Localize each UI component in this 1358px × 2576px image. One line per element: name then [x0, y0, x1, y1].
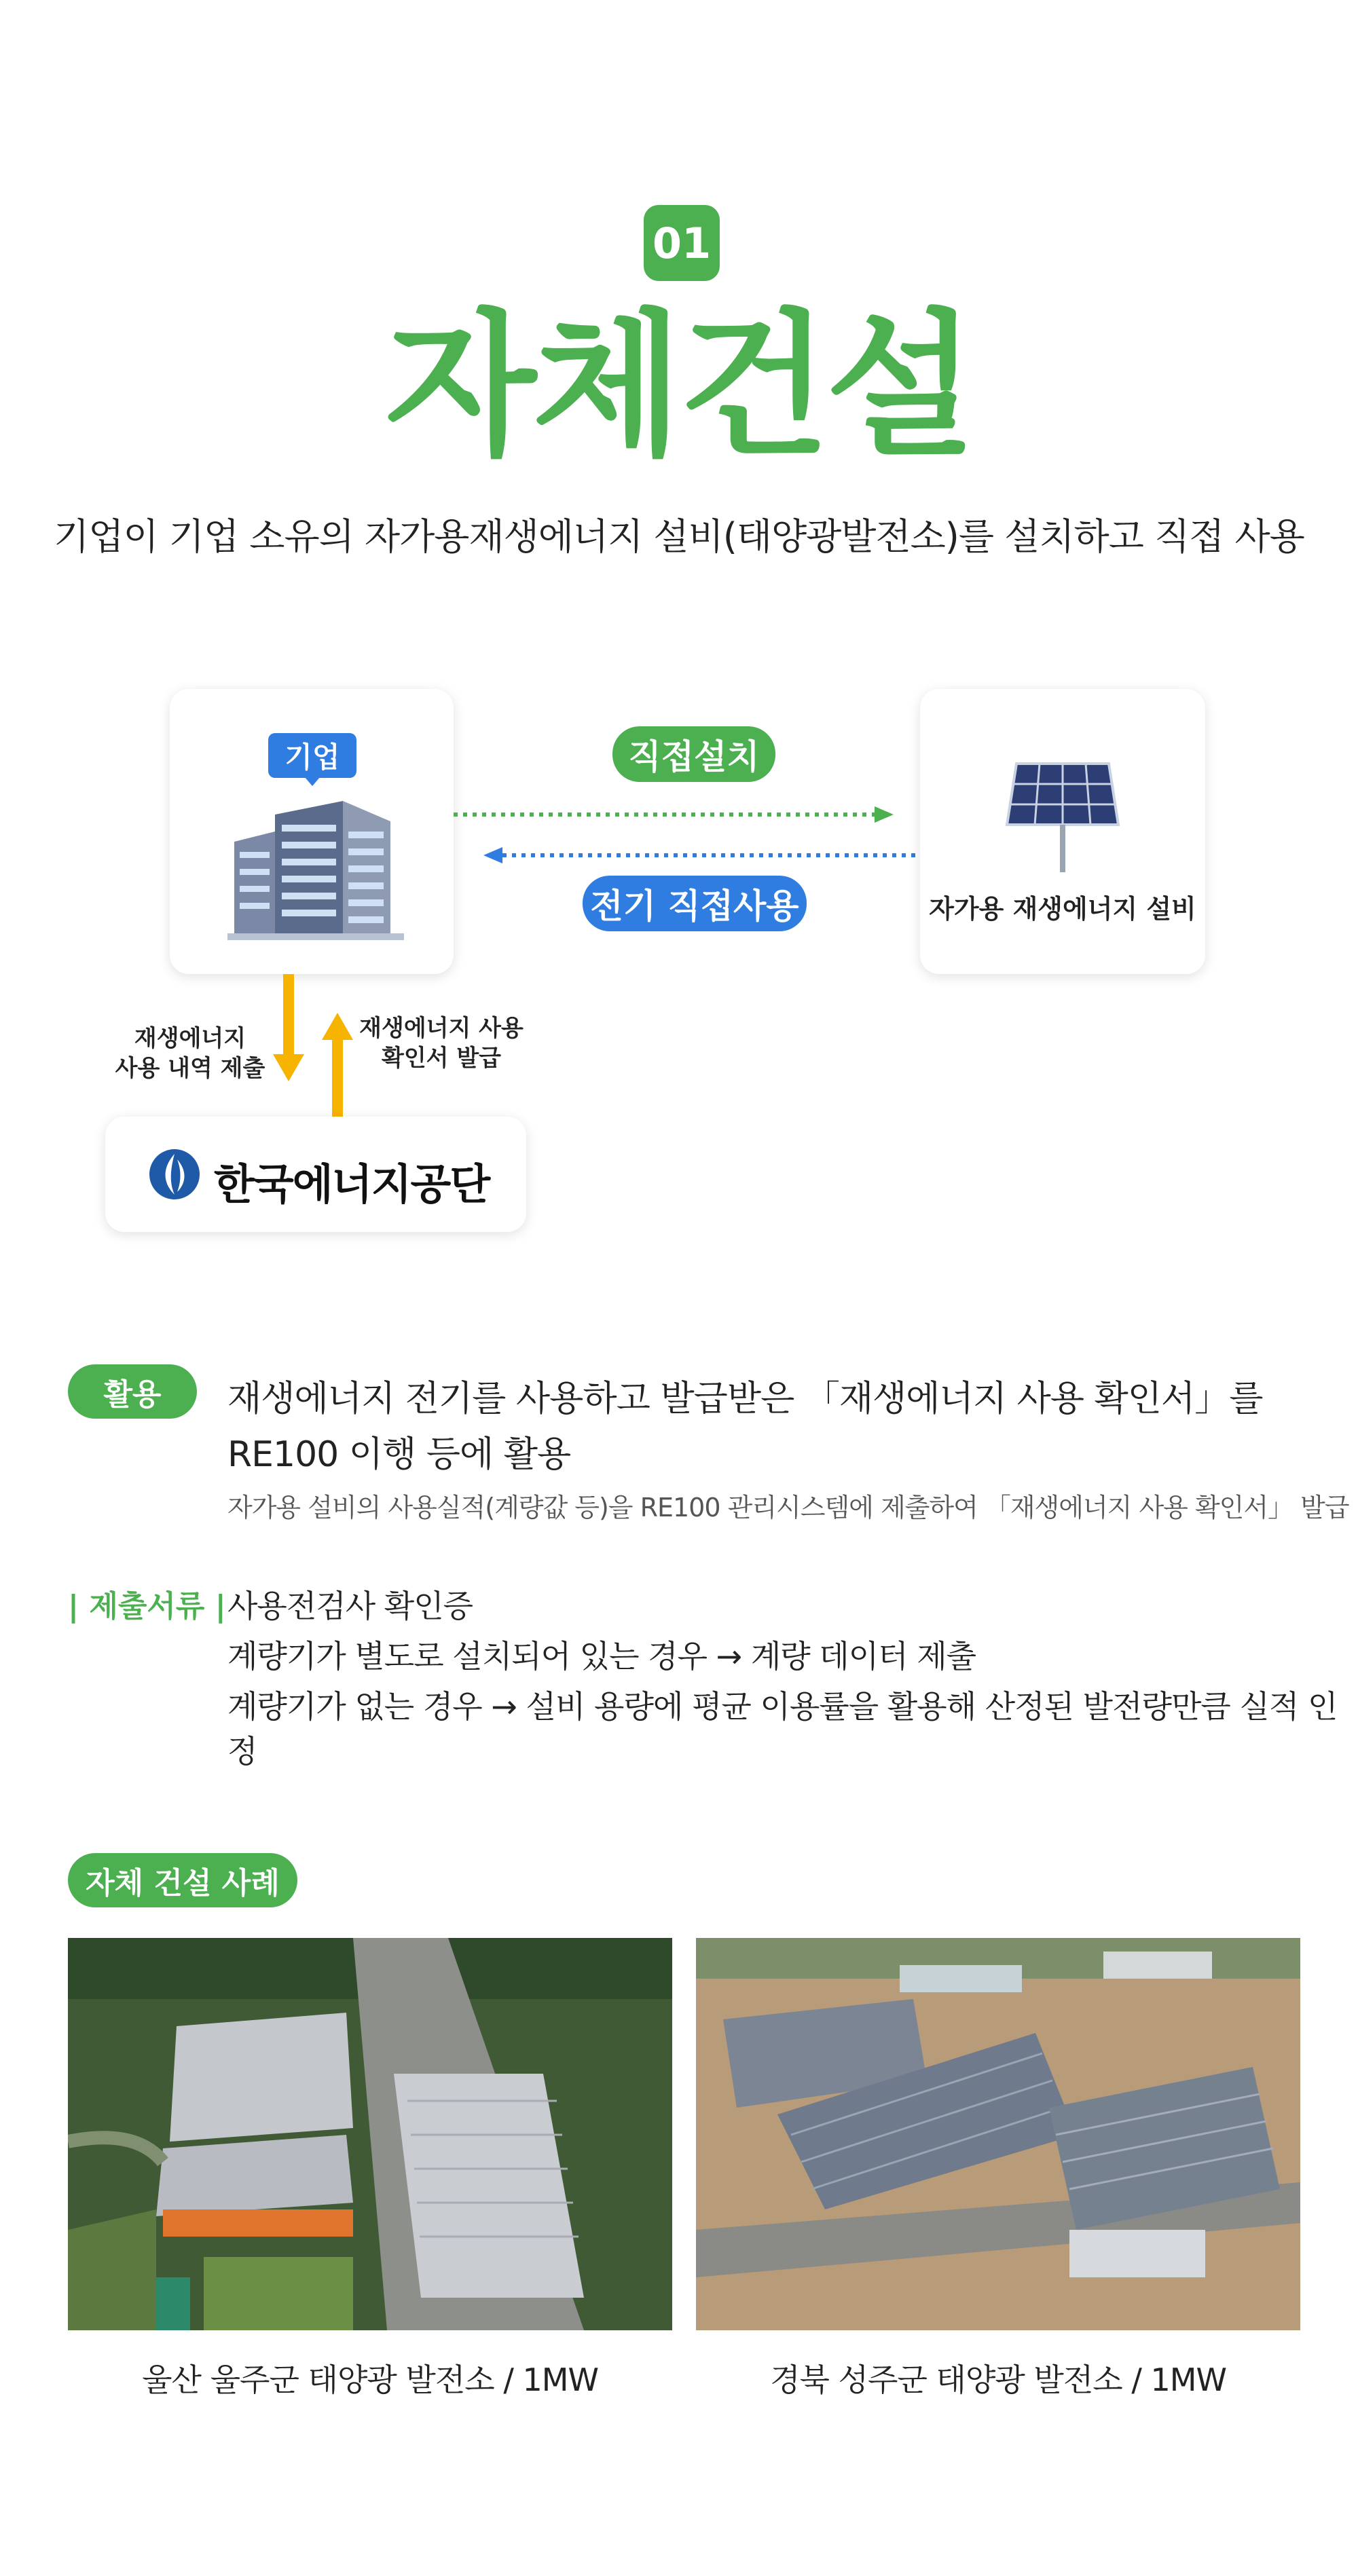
- document-item: 사용전검사 확인증: [227, 1588, 473, 1624]
- facility-card: [920, 689, 1205, 974]
- agency-card: [105, 1117, 526, 1232]
- solar-panel-icon: [1002, 757, 1124, 879]
- case-photo-seongju: [696, 1938, 1300, 2330]
- submit-label: [109, 1024, 272, 1083]
- document-item: 계량기가 별도로 설치되어 있는 경우 → 계량 데이터 제출: [227, 1638, 976, 1675]
- page-subtitle: 기업이 기업 소유의 자가용재생에너지 설비(태양광발전소)를 설치하고 직접 사용: [54, 515, 1304, 558]
- usage-line-1: 재생에너지 전기를 사용하고 발급받은 「재생에너지 사용 확인서」를: [227, 1379, 1263, 1419]
- case-caption: 울산 울주군 태양광 발전소 / 1MW: [142, 2362, 598, 2398]
- usage-badge: 활용: [68, 1364, 197, 1419]
- issue-label-line2: 확인서 발급: [381, 1045, 502, 1072]
- tag-pointer: [304, 777, 320, 786]
- submit-arrow: [272, 974, 306, 1083]
- page-title: 자체건설: [385, 296, 973, 477]
- issue-label-line1: 재생에너지 사용: [359, 1015, 524, 1042]
- issue-label: [353, 1013, 530, 1073]
- direct-install-pill: 직접설치: [612, 726, 775, 782]
- company-card: [170, 689, 454, 974]
- cases-badge: 자체 건설 사례: [68, 1853, 297, 1907]
- company-tag: 기업: [268, 733, 356, 778]
- install-arrow: [454, 801, 895, 828]
- submit-label-line1: 재생에너지: [134, 1025, 246, 1052]
- energy-agency-logo-icon: [147, 1147, 202, 1201]
- issue-arrow: [320, 1011, 354, 1120]
- agency-name: 한국에너지공단: [214, 1159, 490, 1209]
- building-icon: [227, 794, 404, 944]
- section-number-badge: 01: [644, 205, 720, 281]
- submit-label-line2: 사용 내역 제출: [115, 1055, 265, 1083]
- case-photo-ulsan: [68, 1938, 672, 2330]
- document-item: 계량기가 없는 경우 → 설비 용량에 평균 이용률을 활용해 산정된 발전량만큼 실적 인정: [227, 1688, 1338, 1770]
- documents-label: | 제출서류 |: [68, 1589, 226, 1624]
- direct-use-pill: 전기 직접사용: [583, 876, 807, 931]
- facility-label: 자가용 재생에너지 설비: [929, 894, 1196, 924]
- usage-note: 자가용 설비의 사용실적(계량값 등)을 RE100 관리시스템에 제출하여 「재생에너지 사용 확인서」 발급: [227, 1493, 1349, 1523]
- case-caption: 경북 성주군 태양광 발전소 / 1MW: [770, 2362, 1226, 2398]
- usage-line-2: RE100 이행 등에 활용: [227, 1434, 571, 1475]
- use-arrow: [482, 842, 917, 869]
